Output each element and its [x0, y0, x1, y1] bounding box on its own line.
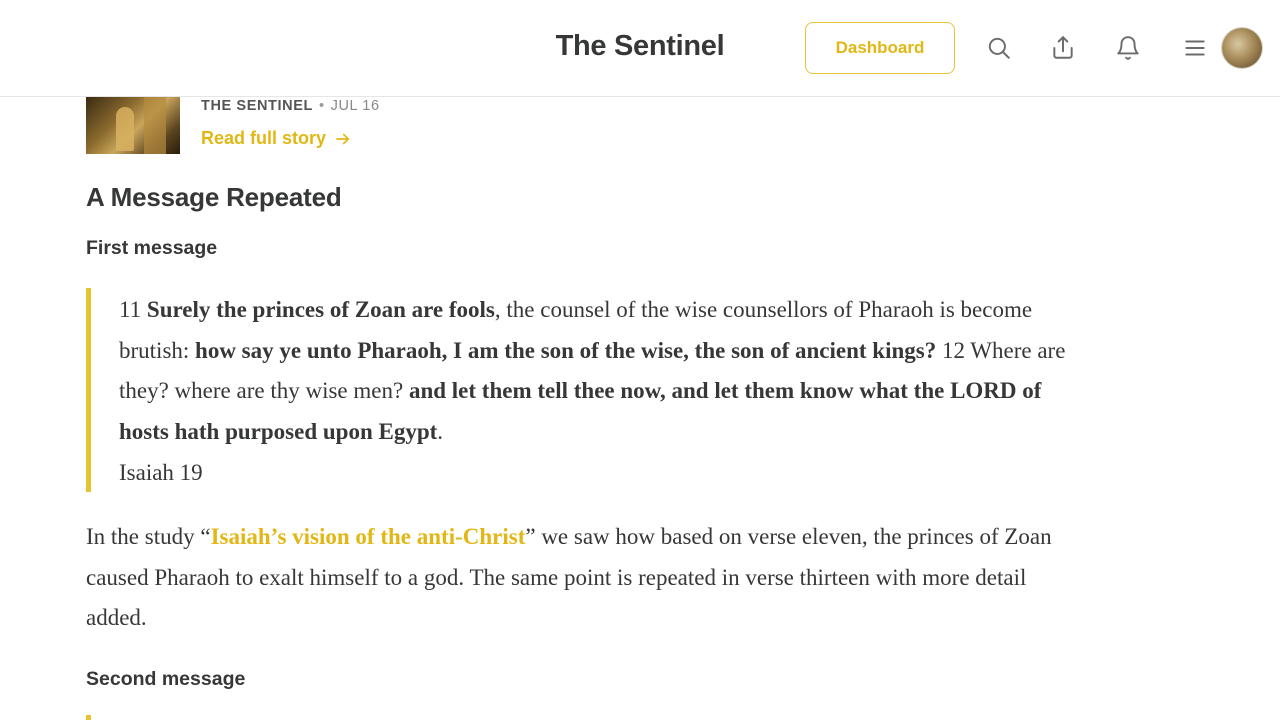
site-title[interactable]: The Sentinel — [555, 30, 725, 62]
user-avatar[interactable] — [1222, 28, 1262, 68]
post-date: JUL 16 — [330, 98, 380, 114]
quote-bold-text: how say ye unto Pharaoh, I am the son of the wise, the son of ancient kings? — [195, 337, 937, 363]
quote-text: . — [437, 419, 444, 445]
paragraph-text: ” we saw how based on verse eleven, the princes of Zoan caused Pharaoh to exalt himself to a god. The same point is repeated in verse thirteen with more detail added. — [86, 524, 1052, 631]
share-button[interactable] — [1039, 24, 1087, 72]
menu-icon — [1182, 35, 1208, 61]
quote-reference: Isaiah 19 — [119, 459, 203, 485]
quote-bold-text: Surely the princes of Zoan are fools — [146, 297, 495, 322]
dashboard-button[interactable]: Dashboard — [805, 22, 955, 74]
body-paragraph — [86, 517, 1076, 639]
study-link[interactable]: Isaiah’s vision of the anti-Christ — [210, 524, 526, 549]
share-icon — [1050, 35, 1076, 61]
meta-separator: • — [318, 98, 325, 114]
top-navigation-bar — [0, 0, 1280, 97]
thumbnail-figure — [144, 97, 166, 154]
notifications-button[interactable] — [1104, 24, 1152, 72]
quote-bold-text: and let them tell thee now, and let them know what the LORD of hosts hath purposed upon Egypt — [119, 378, 1042, 445]
second-message-heading: Second message — [86, 668, 246, 690]
search-button[interactable] — [975, 24, 1023, 72]
arrow-right-icon — [334, 130, 352, 148]
read-full-story-label: Read full story — [201, 128, 327, 148]
quote-text: 12 Where are they? where are thy wise men? — [119, 337, 1066, 404]
quote-text: 11 — [119, 297, 147, 322]
thumbnail-figure — [116, 107, 134, 151]
quote-text: , the counsel of the wise counsellors of Pharaoh is become brutish: — [119, 297, 1033, 363]
section-heading: A Message Repeated — [86, 182, 342, 212]
menu-button[interactable] — [1171, 24, 1219, 72]
first-message-heading: First message — [86, 237, 218, 259]
post-thumbnail[interactable] — [86, 97, 180, 154]
blockquote-border-partial — [86, 715, 91, 720]
post-meta — [201, 98, 380, 114]
bell-icon — [1115, 35, 1141, 61]
scripture-blockquote — [86, 288, 1076, 492]
search-icon — [986, 35, 1012, 61]
publication-name[interactable]: THE SENTINEL — [201, 98, 313, 114]
read-full-story-link[interactable] — [201, 128, 352, 149]
paragraph-text: In the study “ — [86, 524, 211, 549]
